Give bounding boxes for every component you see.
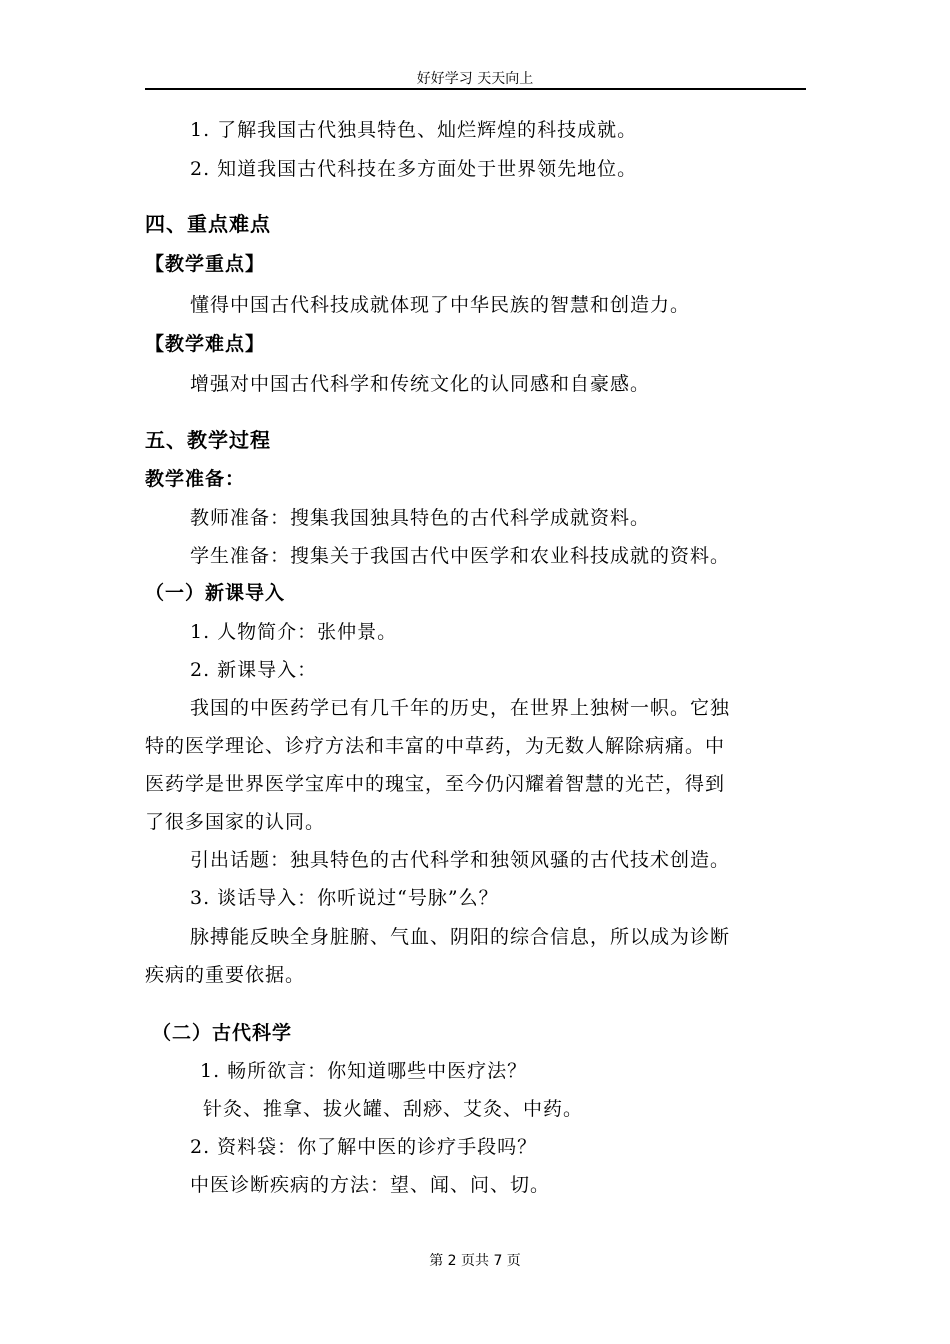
difficulty-text: 增强对中国古代科学和传统文化的认同感和自豪感。 bbox=[190, 373, 651, 395]
answer-1: 针灸、推拿、拔火罐、刮痧、艾灸、中药。 bbox=[203, 1098, 584, 1120]
focus-label: 【教学重点】 bbox=[145, 253, 266, 275]
difficulty-label: 【教学难点】 bbox=[145, 333, 266, 355]
question-1: 1. 畅所欲言：你知道哪些中医疗法？ bbox=[200, 1060, 528, 1082]
pulse-line-1: 脉搏能反映全身脏腑、气血、阴阳的综合信息，所以成为诊断 bbox=[190, 926, 731, 948]
para-line-4: 了很多国家的认同。 bbox=[145, 811, 326, 833]
para-line-1: 我国的中医药学已有几千年的历史，在世界上独树一帜。它独 bbox=[190, 697, 731, 719]
focus-text: 懂得中国古代科技成就体现了中华民族的智慧和创造力。 bbox=[190, 294, 691, 316]
part-2-heading: （二）古代科学 bbox=[152, 1022, 293, 1044]
para-line-3: 医药学是世界医学宝库中的瑰宝，至今仍闪耀着智慧的光芒，得到 bbox=[145, 773, 726, 795]
page-footer: 第 2 页共 7 页 bbox=[429, 1253, 521, 1269]
header-divider bbox=[145, 88, 806, 90]
intro-item-3: 3. 谈话导入：你听说过“号脉”么？ bbox=[190, 887, 499, 909]
intro-item-2: 2. 新课导入： bbox=[190, 659, 318, 681]
prep-label: 教学准备： bbox=[145, 468, 246, 490]
goal-2: 2. 知道我国古代科技在多方面处于世界领先地位。 bbox=[190, 158, 638, 180]
goal-1: 1. 了解我国古代独具特色、灿烂辉煌的科技成就。 bbox=[190, 119, 638, 141]
part-1-heading: （一）新课导入 bbox=[145, 582, 286, 604]
topic-line: 引出话题：独具特色的古代科学和独领风骚的古代技术创造。 bbox=[190, 849, 731, 871]
section-4-heading: 四、重点难点 bbox=[145, 212, 271, 236]
question-2: 2. 资料袋：你了解中医的诊疗手段吗？ bbox=[190, 1136, 538, 1158]
intro-item-1: 1. 人物简介：张仲景。 bbox=[190, 621, 398, 643]
section-5-heading: 五、教学过程 bbox=[145, 428, 271, 452]
teacher-prep: 教师准备：搜集我国独具特色的古代科学成就资料。 bbox=[190, 507, 651, 529]
student-prep: 学生准备：搜集关于我国古代中医学和农业科技成就的资料。 bbox=[190, 545, 731, 567]
page-header: 好好学习 天天向上 bbox=[416, 71, 534, 87]
answer-2: 中医诊断疾病的方法：望、闻、问、切。 bbox=[190, 1174, 551, 1196]
para-line-2: 特的医学理论、诊疗方法和丰富的中草药，为无数人解除病痛。中 bbox=[145, 735, 726, 757]
pulse-line-2: 疾病的重要依据。 bbox=[145, 964, 306, 986]
